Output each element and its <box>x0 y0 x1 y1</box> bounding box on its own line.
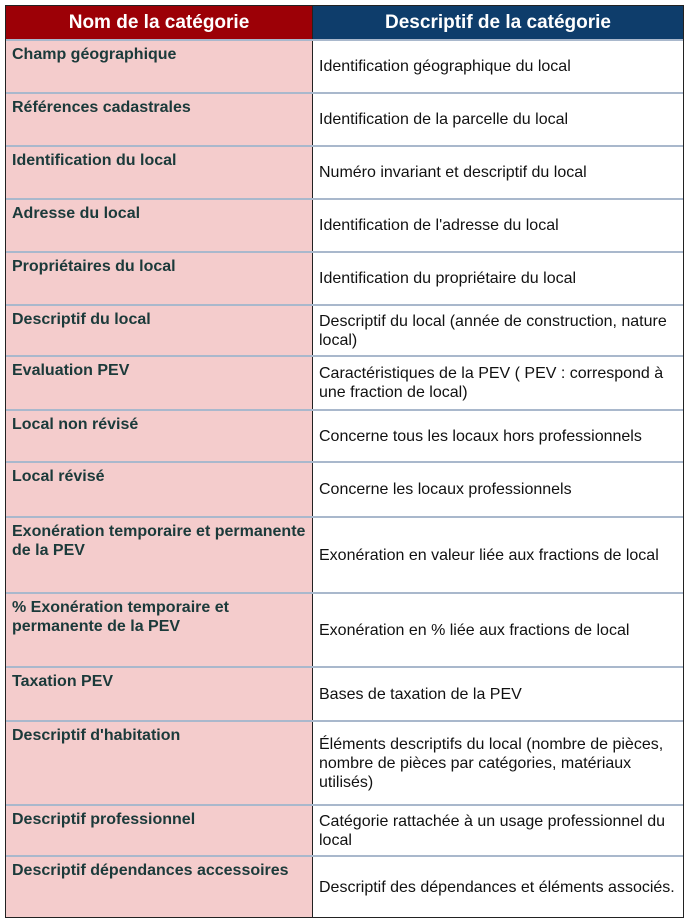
category-description-cell: Caractéristiques de la PEV ( PEV : correspond à une fraction de local) <box>313 357 683 409</box>
table-header-row <box>6 6 683 39</box>
table-row <box>6 198 683 251</box>
category-name-cell: Références cadastrales <box>6 94 313 145</box>
table-row <box>6 251 683 304</box>
category-description-cell: Identification de l'adresse du local <box>313 200 683 251</box>
table-row <box>6 804 683 855</box>
table-row <box>6 666 683 720</box>
table-row <box>6 516 683 592</box>
category-name-cell: Propriétaires du local <box>6 253 313 304</box>
category-table <box>5 5 684 918</box>
category-description-cell: Descriptif des dépendances et éléments associés. <box>313 857 683 917</box>
table-body <box>6 39 683 917</box>
category-description-cell: Bases de taxation de la PEV <box>313 668 683 720</box>
category-description-cell: Exonération en % liée aux fractions de local <box>313 594 683 666</box>
table-row <box>6 355 683 409</box>
table-row <box>6 145 683 198</box>
category-description-cell: Identification de la parcelle du local <box>313 94 683 145</box>
category-name-cell: Taxation PEV <box>6 668 313 720</box>
table-row <box>6 855 683 917</box>
category-description-cell: Identification du propriétaire du local <box>313 253 683 304</box>
category-name-cell: Local non révisé <box>6 411 313 461</box>
category-description-cell: Catégorie rattachée à un usage professionnel du local <box>313 806 683 855</box>
category-name-cell: Identification du local <box>6 147 313 198</box>
category-description-cell: Identification géographique du local <box>313 41 683 92</box>
table-row <box>6 39 683 92</box>
category-description-cell: Éléments descriptifs du local (nombre de pièces, nombre de pièces par catégories, matériaux utilisés) <box>313 722 683 804</box>
category-name-cell: Adresse du local <box>6 200 313 251</box>
category-name-cell: Champ géographique <box>6 41 313 92</box>
category-name-cell: Descriptif du local <box>6 306 313 355</box>
table-row <box>6 92 683 145</box>
category-name-cell: Exonération temporaire et permanente de la PEV <box>6 518 313 592</box>
category-name-cell: % Exonération temporaire et permanente de la PEV <box>6 594 313 666</box>
category-description-cell: Descriptif du local (année de construction, nature local) <box>313 306 683 355</box>
table-row <box>6 592 683 666</box>
table-row <box>6 409 683 461</box>
category-description-cell: Numéro invariant et descriptif du local <box>313 147 683 198</box>
category-description-cell: Concerne les locaux professionnels <box>313 463 683 516</box>
table-row <box>6 304 683 355</box>
category-name-cell: Evaluation PEV <box>6 357 313 409</box>
category-description-cell: Exonération en valeur liée aux fractions de local <box>313 518 683 592</box>
category-name-cell: Descriptif dépendances accessoires <box>6 857 313 917</box>
category-name-cell: Descriptif d'habitation <box>6 722 313 804</box>
header-category-name: Nom de la catégorie <box>6 6 313 39</box>
category-name-cell: Descriptif professionnel <box>6 806 313 855</box>
table-row <box>6 461 683 516</box>
category-description-cell: Concerne tous les locaux hors professionnels <box>313 411 683 461</box>
header-category-description: Descriptif de la catégorie <box>313 6 683 39</box>
table-row <box>6 720 683 804</box>
category-name-cell: Local révisé <box>6 463 313 516</box>
